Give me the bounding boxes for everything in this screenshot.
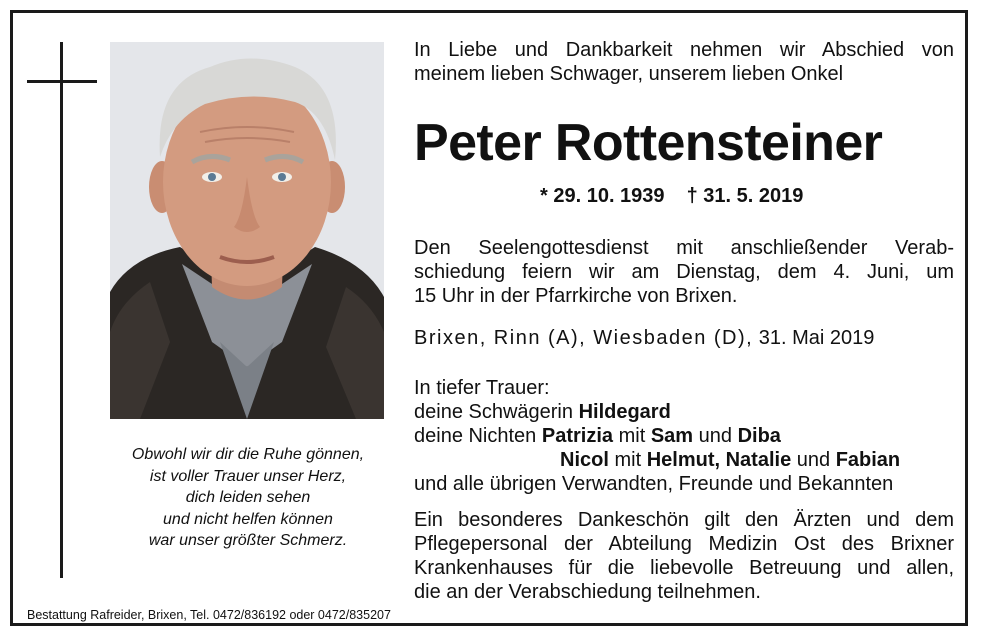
poem-line: und nicht helfen können <box>163 510 333 528</box>
mourner-row: deine Nichten Patrizia mit Sam und Diba <box>414 425 781 447</box>
mourner-row: Nicol mit Helmut, Natalie und Fabian <box>560 449 901 471</box>
death-date: † 31. 5. 2019 <box>686 185 804 207</box>
memorial-poem <box>100 444 396 552</box>
life-dates <box>540 185 803 208</box>
cross-horizontal-bar <box>27 80 97 83</box>
funeral-home-footer: Bestattung Rafreider, Brixen, Tel. 0472/836192 oder 0472/835207 <box>27 608 391 622</box>
thanks-line: Ein besonderes Dankeschön gilt den Ärzten und dem <box>414 509 954 531</box>
mourner-row: deine Schwägerin Hildegard <box>414 401 671 423</box>
mourner-name: Helmut, Natalie <box>646 449 792 471</box>
birth-date: * 29. 10. 1939 <box>540 185 665 207</box>
intro-line: In Liebe und Dankbarkeit nehmen wir Abschied von <box>414 39 954 61</box>
mourner-name: Nicol <box>560 449 609 471</box>
thanks-line: Krankenhauses für die liebevolle Betreuung und allen, <box>414 557 954 579</box>
service-text <box>414 236 954 308</box>
poem-line: war unser größter Schmerz. <box>148 532 348 549</box>
service-line: Den Seelengottesdienst mit anschließender Verab- <box>414 237 954 259</box>
mourners-heading: In tiefer Trauer: <box>414 377 550 399</box>
poem-line: Obwohl wir dir die Ruhe gönnen, <box>131 446 365 463</box>
mourner-name: Patrizia <box>541 425 614 447</box>
intro-line: meinem lieben Schwager, unserem lieben Onkel <box>414 63 844 85</box>
thanks-line: die an der Verabschiedung teilnehmen. <box>414 581 761 603</box>
thanks-text <box>414 508 954 604</box>
poem-line: dich leiden sehen <box>185 489 311 506</box>
mourner-name: Diba <box>737 425 781 447</box>
mourner-name: Hildegard <box>578 401 671 423</box>
thanks-line: Pflegepersonal der Abteilung Medizin Ost des Brixner <box>414 533 954 555</box>
deceased-name: Peter Rottensteiner <box>414 114 883 172</box>
mourner-others: und alle übrigen Verwandten, Freunde und Bekannten <box>414 473 894 495</box>
mourner-name: Sam <box>650 425 694 447</box>
service-line: 15 Uhr in der Pfarrkirche von Brixen. <box>414 285 738 307</box>
cross-vertical-bar <box>60 42 63 578</box>
mourner-name: Fabian <box>835 449 901 471</box>
mourners-list <box>414 376 954 496</box>
notice-date: 31. Mai 2019 <box>758 327 875 349</box>
place-date-line <box>414 326 954 350</box>
intro-text <box>414 38 954 86</box>
service-line: schiedung feiern wir am Dienstag, dem 4. Juni, um <box>414 261 954 283</box>
portrait-photo <box>110 42 384 419</box>
place-names: Brixen, Rinn (A), Wiesbaden (D), <box>414 327 754 349</box>
poem-line: ist voller Trauer unser Herz, <box>149 467 347 485</box>
